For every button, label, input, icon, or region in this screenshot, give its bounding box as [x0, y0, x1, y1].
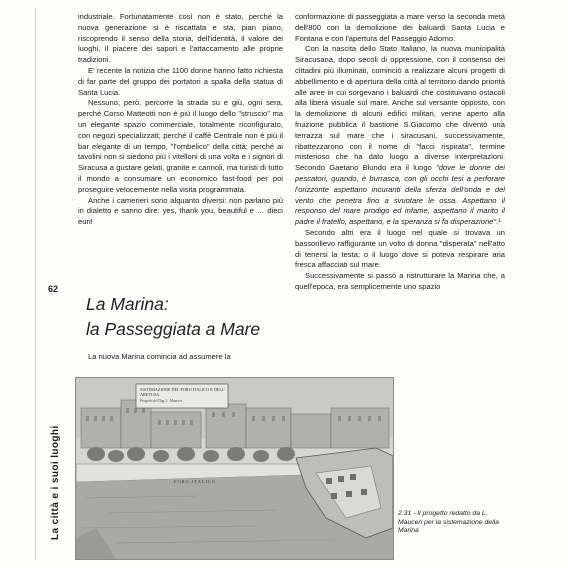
cartouche-title: SISTEMAZIONE DEL FORO ITALICO E DELL' ARETUSA	[140, 387, 226, 398]
right-paragraph: conformazione di passeggiata a mare verso la seconda metà dell'800 con la demolizione dei baluardi Santa Lucia e Fontana e con l'apertura del Passeggio Adorno.	[295, 12, 505, 43]
engraving-illustration	[76, 378, 393, 559]
cartouche-subtitle: Progetto dell'Ing. L. Mauceri	[140, 399, 183, 403]
chapter-sidebar-title: La città e i suoi luoghi	[50, 425, 61, 540]
section-heading	[86, 292, 286, 342]
page-gutter-line	[35, 8, 36, 560]
left-paragraph: E' recente la notizia che 1100 donne hanno fatto richiesta di far parte del gruppo dei portatori a spalla della statua di Santa Lucia.	[78, 65, 283, 97]
right-paragraph: Successivamente si passò a ristrutturare la Marina che, a quell'epoca, era semplicemente uno spazio	[295, 271, 505, 291]
intro-line: La nuova Marina comincia ad assumere la	[88, 352, 231, 361]
heading-line-1: La Marina:	[86, 294, 169, 314]
right-paragraph-quote	[295, 44, 505, 228]
page-number: 62	[48, 284, 59, 294]
blundo-quote: "dove le donne dei pescatori, quando, è burrasca, con gli occhi tesi a perforare l'orizzonte aspettano incuranti della sferza dell'onda e del vento che penetra fino a svuotare le ossa. Aspettano il responso del mare prodigo ed infame, aspettano il marito il padre il fratello, aspettano, e la speranza si fa disperazione"	[295, 163, 505, 227]
left-paragraph: Anche i camerieri sono alquanto diversi: non parlano più in dialetto e sanno dire: yes, thank you, beautiful e … dieci euri!	[78, 195, 283, 227]
left-text-column	[78, 12, 283, 228]
right-text-column	[295, 12, 505, 293]
sea-label: FORO ITALICO	[174, 479, 217, 484]
left-paragraph: industriale. Fortunatamente così non è stato, perché la nuova generazione si è riscattata e sta, pian piano, riscoprendo il senso della storia, dell'identità, il valore dei luoghi, il piacere dei sapori e l'attaccamento alle proprie tradizioni.	[78, 12, 283, 65]
left-paragraph: Nessuno, però, percorre la strada su e giù, ogni sera, perché Corso Matteotti non è più il luogo dello "struscio" ma un elegante spazio commerciale, totalmente riconfigurato, con negozi specializzati; perché il caffè Centrale non è più il bar elegante di un tempo, "l'ombelico" della città; perché ai tavolini non si siedono più i vitelloni di una volta e i signori di Siracusa a gustare gelati, granite e cannoli, ma turisti di tutto il mondo a consumare un economico fast-food per poi proseguire velocemente nella visita programmata.	[78, 98, 283, 194]
figure-caption: 2.31 - Il progetto redatto da L. Mauceri per la sistemazione della Marina	[398, 510, 499, 535]
heading-line-2: la Passeggiata a Mare	[86, 319, 261, 339]
quote-lead-text: Con la nascita dello Stato Italiano, la nuova municipalità Siracusana, dopo secoli di oppressione, con il consenso dei cittadini più illuminati, cominciò a realizzare alcuni progetti di abbellimento e di apertura della città al territorio dando priorità alle aree in cui sorgevano i baluardi che costituivano ostacoli alla libera visuale sul mare. Anche sul versante opposto, con la demolizione di alcuni edifici militari, venne aperto alla fruizione pubblica il bastione S.Giacomo che diventò una terrazza sul mare che i siracusani, successivamente, ribattezzarono con il nome di "facci rispirata", termine misterioso che ha dato luogo a diverse interpretazioni. Secondo Gaetano Blundo era il luogo	[295, 44, 505, 173]
footnote-mark: .¹	[496, 217, 501, 227]
marina-project-drawing	[75, 377, 394, 560]
right-paragraph: Secondo altri era il luogo nel quale si trovava un bassorilievo raffigurante un volto di donna "disperata" nell'atto di tenersi la testa; o il luogo dove si poteva respirare aria fresca affacciati sul mare.	[295, 227, 505, 270]
